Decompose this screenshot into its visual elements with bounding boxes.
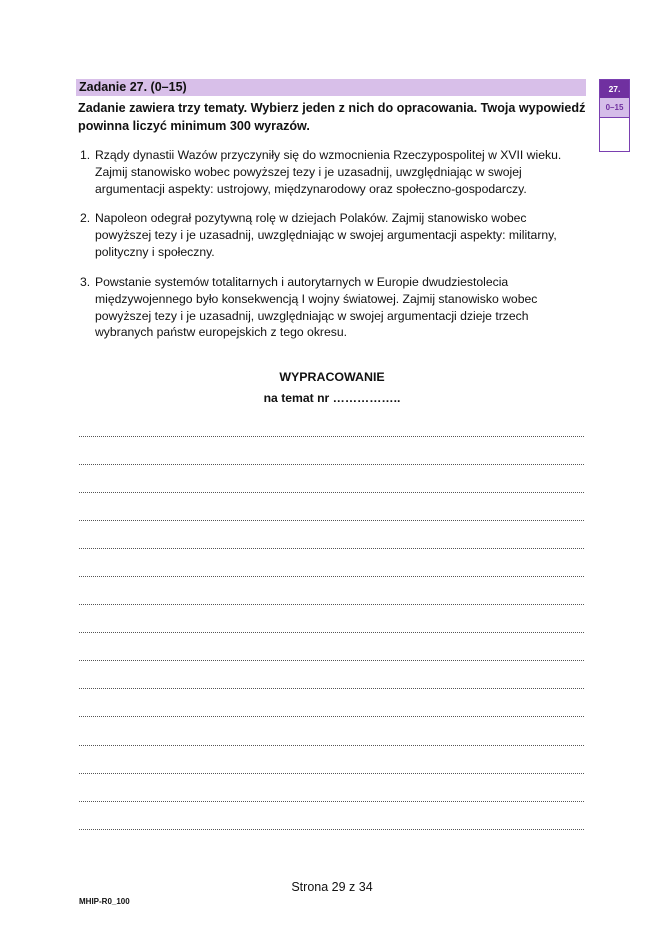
topic-item-3 (78, 274, 583, 341)
topic-number: 1. (80, 148, 91, 162)
topic-number: 3. (80, 275, 91, 289)
task-instructions: Zadanie zawiera trzy tematy. Wybierz jeden z nich do opracowania. Twoja wypowiedź powinna liczyć minimum 300 wyrazów. (78, 101, 586, 133)
topic-text: Powstanie systemów totalitarnych i autorytarnych w Europie dwudziestolecia międzywojennego było konsekwencją I wojny światowej. Zajmij stanowisko wobec powyższej tezy i je uzasadnij, uwzględniając w swojej argumentacji dzieje trzech wybranych państw europejskich z tego okresu. (95, 275, 538, 340)
score-box-points-range: 0–15 (600, 98, 629, 118)
answer-line[interactable] (79, 520, 584, 521)
answer-line[interactable] (79, 464, 584, 465)
answer-line[interactable] (79, 716, 584, 717)
answer-line[interactable] (79, 604, 584, 605)
answer-line[interactable] (79, 773, 584, 774)
page-number: Strona 29 z 34 (291, 880, 373, 894)
essay-title: WYPRACOWANIE (279, 370, 385, 384)
answer-line[interactable] (79, 632, 584, 633)
task-header: Zadanie 27. (0–15) (76, 79, 586, 96)
topic-text: Rządy dynastii Wazów przyczyniły się do wzmocnienia Rzeczypospolitej w XVII wieku. Zajmij stanowisko wobec powyższej tezy i je uzasadnij, uwzględniając w swojej argumentacji aspekty: ustrojowy, międzynarodowy oraz społeczno-gospodarczy. (95, 148, 562, 196)
topic-item-2 (78, 210, 583, 260)
essay-topic-number-field[interactable]: na temat nr …………….. (263, 391, 401, 405)
answer-line[interactable] (79, 436, 584, 437)
topic-number: 2. (80, 211, 91, 225)
exam-code: MHIP-R0_100 (79, 897, 130, 906)
answer-line[interactable] (79, 801, 584, 802)
answer-line[interactable] (79, 548, 584, 549)
answer-line[interactable] (79, 745, 584, 746)
answer-line[interactable] (79, 492, 584, 493)
topic-text: Napoleon odegrał pozytywną rolę w dziejach Polaków. Zajmij stanowisko wobec powyższej tezy i je uzasadnij, uwzględniając w swojej argumentacji aspekty: militarny, polityczny i społeczny. (95, 211, 557, 259)
answer-line[interactable] (79, 660, 584, 661)
answer-line[interactable] (79, 576, 584, 577)
score-box (599, 79, 630, 152)
answer-line[interactable] (79, 688, 584, 689)
score-box-task-number: 27. (600, 80, 629, 98)
answer-line[interactable] (79, 829, 584, 830)
topic-item-1 (78, 147, 583, 197)
score-box-value-field[interactable] (600, 118, 629, 150)
